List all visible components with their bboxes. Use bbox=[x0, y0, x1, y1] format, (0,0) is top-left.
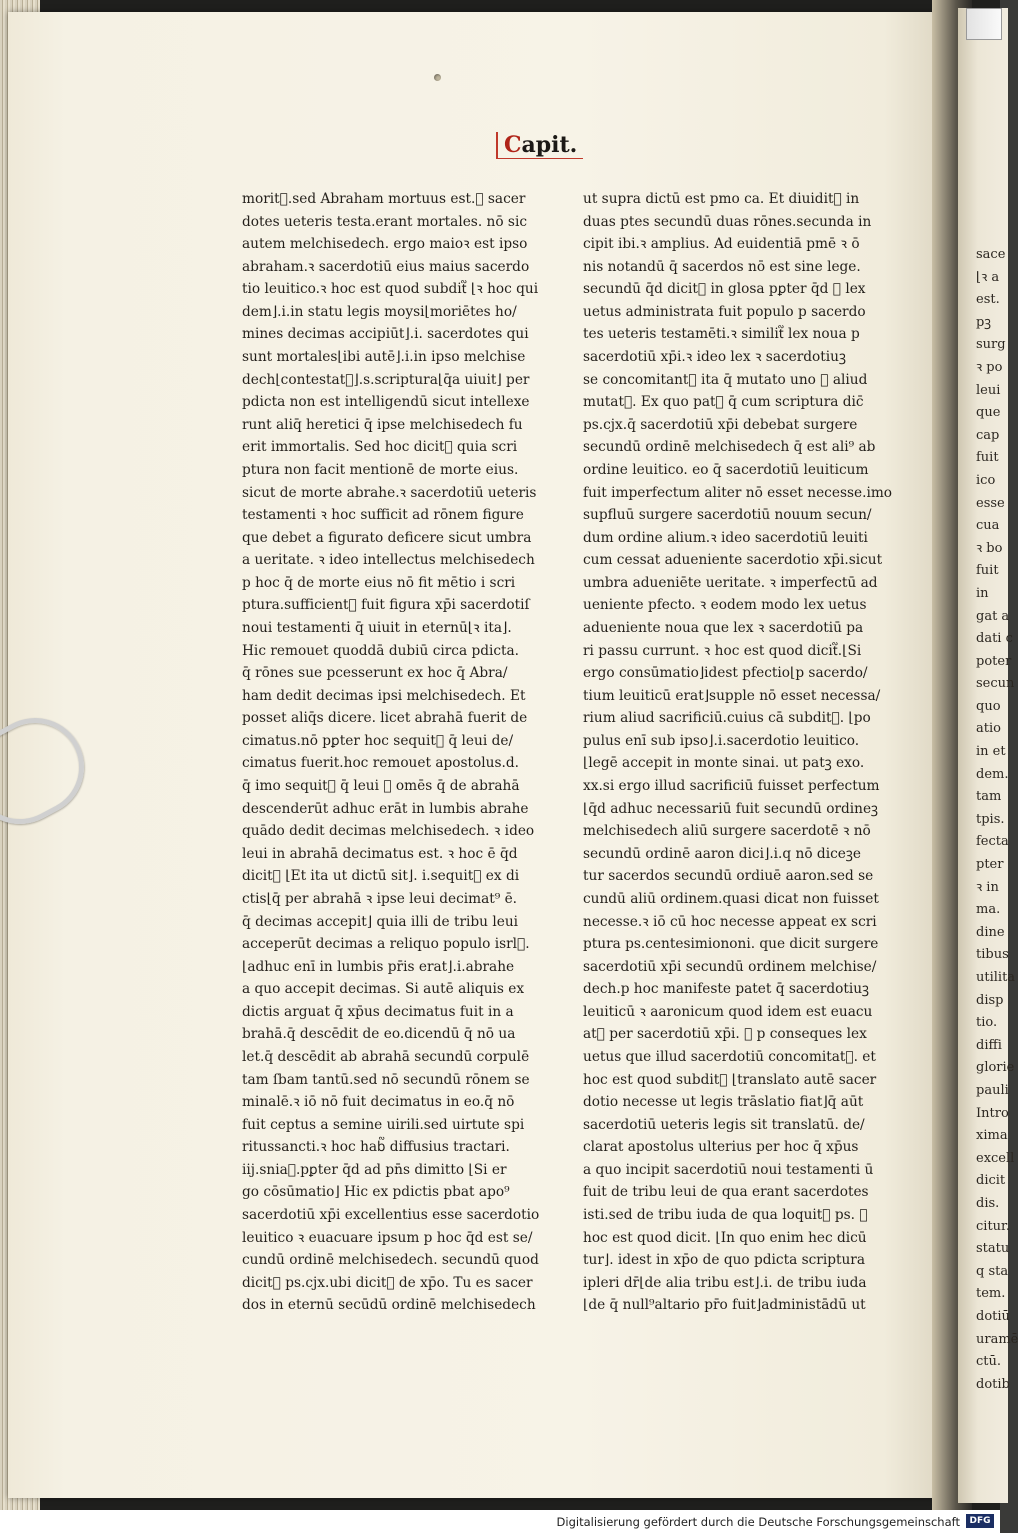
text-line: at᷑ per sacerdotiū xp̄i. ꝛ p conseques lex bbox=[583, 1026, 867, 1043]
next-page-line: Intro bbox=[976, 1105, 1009, 1121]
next-page-line: tio. bbox=[976, 1015, 998, 1031]
digitization-credit-bar bbox=[0, 1510, 1000, 1533]
text-line: uetus que illud sacerdotiū concomitat᷑. et bbox=[583, 1048, 876, 1065]
text-line: dos in eternū secūdū ordinē melchisedech bbox=[242, 1297, 536, 1314]
next-page-line: in bbox=[976, 585, 989, 601]
next-page-line: tam bbox=[976, 789, 1002, 805]
text-line: secundū q̄d dicit᷑ in glosa pꝑter q̄d ꝛ lex bbox=[583, 281, 866, 298]
next-page-line: in et bbox=[976, 744, 1006, 760]
next-page-line: pꝫ bbox=[976, 314, 991, 330]
next-page-line: dati c bbox=[976, 631, 1013, 647]
next-page-line: sace bbox=[976, 247, 1006, 262]
text-line: ⌊q̄d adhuc necessariū fuit secundū ordineꝫ bbox=[583, 800, 879, 817]
next-page-line: dis. bbox=[976, 1195, 1000, 1211]
chapter-heading bbox=[496, 132, 583, 159]
next-page-line: atio bbox=[976, 721, 1001, 737]
text-line: autem melchisedech. ergo maioꝛ est ipso bbox=[242, 236, 528, 253]
text-line: q̄ imo sequit᷑ q̄ leui ꝛ omēs q̄ de abrahā bbox=[242, 778, 520, 795]
text-line: dicit᷑ ps.cjx.ubi dicit᷑ de xp̄o. Tu es sacer bbox=[242, 1274, 533, 1291]
text-line: tio leuitico.ꝛ hoc est quod subdit᷑ ⌊ꝛ hoc qui bbox=[242, 281, 539, 298]
text-line: rium aliud sacrificiū.cuius cā subdit᷑. ⌊po bbox=[583, 710, 871, 727]
text-line: erit immortalis. Sed hoc dicit᷑ quia scri bbox=[242, 439, 518, 456]
next-page-line: leui bbox=[976, 382, 1001, 398]
text-line: ctis⌊q̄ per abrahā ꝛ ipse leui decimat⁹ ē. bbox=[242, 890, 518, 907]
text-line: mutat᷑. Ex quo patꝫ q̄ cum scriptura dic̄ bbox=[583, 394, 864, 411]
next-page-line: tpis. bbox=[976, 811, 1005, 827]
text-line: noui testamenti q̄ uiuit in eternū⌊ꝛ ita⌋. bbox=[242, 619, 512, 636]
text-line: clarat apostolus ulterius per hoc q̄ xp̄us bbox=[583, 1139, 859, 1156]
text-line: testamenti ꝛ hoc sufficit ad rōnem figure bbox=[242, 507, 524, 524]
text-line: let.q̄ descēdit ab abrahā secundū corpulē bbox=[242, 1048, 530, 1065]
text-line: cum cessat adueniente sacerdotio xp̄i.sicut bbox=[583, 552, 883, 569]
text-line: secundū ordinē melchisedech q̄ est ali⁹ ab bbox=[583, 439, 876, 456]
text-line: acceperūt decimas a reliquo populo isrl᷑. bbox=[242, 936, 530, 953]
next-page-line: que bbox=[976, 405, 1001, 421]
next-page-line: fuit bbox=[976, 450, 999, 466]
next-page-line: glorie bbox=[976, 1060, 1015, 1076]
next-page-line: quo bbox=[976, 698, 1001, 714]
next-page bbox=[958, 8, 1018, 1503]
text-line: sunt mortales⌊ibi autē⌋.i.in ipso melchise bbox=[242, 349, 526, 366]
text-line: go cōsūmatio⌋ Hic ex pdictis pbat apo⁹ bbox=[242, 1184, 510, 1201]
text-line: Hic remouet quoddā dubiū circa pdicta. bbox=[242, 642, 520, 659]
next-page-line: xima bbox=[976, 1128, 1008, 1144]
text-line: ergo consūmatio⌋idest pfectio⌊p sacerdo/ bbox=[583, 665, 868, 682]
text-line: q̄ rōnes sue pcesserunt ex hoc q̄ Abra/ bbox=[242, 665, 508, 682]
text-line: descenderūt adhuc erāt in lumbis abrahe bbox=[242, 800, 529, 817]
text-line: cimatus.nō pꝑter hoc sequit᷑ q̄ leui de/ bbox=[242, 732, 514, 749]
text-line: ordine leuitico. eo q̄ sacerdotiū leuiticum bbox=[583, 461, 869, 478]
text-line: ut supra dictū est pmo ca. Et diuidit᷑ in bbox=[583, 191, 860, 207]
text-line: adueniente noua que lex ꝛ sacerdotiū pa bbox=[583, 619, 864, 636]
punch-hole bbox=[434, 74, 441, 81]
next-page-line: fuit bbox=[976, 563, 999, 579]
digitization-credit: Digitalisierung gefördert durch die Deutsche Forschungsgemeinschaft bbox=[556, 1515, 960, 1529]
text-line: nis notandū q̄ sacerdos nō est sine lege. bbox=[583, 258, 861, 275]
text-line: abraham.ꝛ sacerdotiū eius maius sacerdo bbox=[242, 258, 530, 275]
next-page-line: ico bbox=[976, 472, 996, 488]
text-line: ⌊legē accepit in monte sinai. ut patꝫ exo. bbox=[583, 755, 865, 772]
next-page-line: ꝛ bo bbox=[976, 540, 1003, 556]
text-line: ri passu currunt. ꝛ hoc est quod dicit᷑.⌊Si bbox=[583, 642, 862, 659]
dfg-logo: DFG bbox=[966, 1514, 994, 1528]
text-line: morit᷑.sed Abraham mortuus est.ꝛ sacer bbox=[242, 191, 526, 207]
text-line: supfluū surgere sacerdotiū nouum secun/ bbox=[583, 507, 872, 524]
next-page-line: pter bbox=[976, 857, 1004, 873]
text-line: minalē.ꝛ iō nō fuit decimatus in eo.q̄ nō bbox=[242, 1094, 515, 1111]
text-line: se concomitant᷑ ita q̄ mutato uno ꝛ aliud bbox=[583, 371, 868, 388]
next-page-line: dicit bbox=[976, 1173, 1006, 1189]
next-page-line: tem. bbox=[976, 1286, 1006, 1302]
text-line: cundū aliū ordinem.quasi dicat non fuisset bbox=[583, 890, 879, 907]
next-page-line: dem. bbox=[976, 766, 1009, 782]
text-line: cimatus fuerit.hoc remouet apostolus.d. bbox=[242, 755, 519, 772]
next-page-line: citur. bbox=[976, 1218, 1010, 1234]
text-line: dech⌊contestat᷑⌋.s.scriptura⌊q̄a uiuit⌋ per bbox=[242, 371, 530, 388]
next-page-line: secun bbox=[976, 676, 1015, 692]
color-calibration-strip bbox=[966, 8, 1002, 40]
next-page-line: cap bbox=[976, 427, 1000, 443]
text-line: tes ueteris testamēti.ꝛ similit᷑ lex noua p bbox=[583, 326, 860, 343]
next-page-line: dotib bbox=[976, 1376, 1010, 1392]
text-line: a quo incipit sacerdotiū noui testamenti ū bbox=[583, 1161, 874, 1178]
next-page-line: fecta bbox=[976, 834, 1009, 850]
next-page-line: disp bbox=[976, 992, 1004, 1008]
next-page-line: excell bbox=[976, 1150, 1015, 1166]
text-line: melchisedech aliū surgere sacerdotē ꝛ nō bbox=[583, 823, 871, 840]
text-line: dum ordine alium.ꝛ ideo sacerdotiū leuiti bbox=[583, 529, 868, 546]
next-page-line: diffi bbox=[976, 1037, 1002, 1053]
text-line: xx.si ergo illud sacrificiū fuisset perfectum bbox=[583, 778, 880, 795]
heading-rest: apit. bbox=[521, 132, 578, 158]
text-line: ptura non facit mentionē de morte eius. bbox=[242, 461, 519, 478]
text-line: sacerdotiū xp̄i excellentius esse sacerdotio bbox=[242, 1207, 540, 1224]
text-line: ⌊adhuc enī in lumbis pr̄is erat⌋.i.abrahe bbox=[242, 958, 515, 975]
text-line: p hoc q̄ de morte eius nō fit mētio i scri bbox=[242, 574, 516, 591]
next-page-line: est. bbox=[976, 292, 1000, 308]
next-page-line: poter bbox=[976, 653, 1012, 669]
next-page-line: cua bbox=[976, 518, 1000, 534]
text-line: sicut de morte abrahe.ꝛ sacerdotiū ueteris bbox=[242, 484, 537, 501]
next-page-text bbox=[976, 244, 1016, 1396]
next-page-line: dotiū bbox=[976, 1308, 1010, 1324]
text-line: posset aliq̄s dicere. licet abrahā fuerit de bbox=[242, 710, 528, 727]
text-line: duas ptes secundū duas rōnes.secunda in bbox=[583, 213, 872, 230]
text-line: sacerdotiū xp̄i secundū ordinem melchise/ bbox=[583, 958, 877, 975]
text-line: a ueritate. ꝛ ideo intellectus melchisedech bbox=[242, 552, 535, 569]
right-text-column bbox=[583, 188, 893, 1317]
text-line: ps.cjx.q̄ sacerdotiū xp̄i debebat surgere bbox=[583, 416, 858, 433]
text-line: dech.p hoc manifeste patet q̄ sacerdotiuꝫ bbox=[583, 981, 870, 998]
text-line: runt aliq̄ heretici q̄ ipse melchisedech fu bbox=[242, 416, 523, 433]
next-page-line: statu bbox=[976, 1241, 1010, 1257]
text-line: brahā.q̄ descēdit de eo.dicendū q̄ nō ua bbox=[242, 1026, 516, 1043]
heading-initial: C bbox=[504, 132, 522, 158]
text-line: cipit ibi.ꝛ amplius. Ad euidentiā pmē ꝛ ō bbox=[583, 236, 860, 253]
text-line: pulus enī sub ipso⌋.i.sacerdotio leuitico. bbox=[583, 732, 860, 749]
next-page-line: uramē bbox=[976, 1331, 1018, 1347]
next-page-line: esse bbox=[976, 495, 1005, 511]
next-page-line: gat a bbox=[976, 608, 1010, 624]
next-page-line: ma. bbox=[976, 902, 1001, 918]
text-line: que debet a figurato deficere sicut umbra bbox=[242, 529, 532, 546]
left-text-column bbox=[242, 188, 540, 1317]
text-line: ⌊de q̄ null⁹altario pr̄o fuit⌋administādū ut bbox=[583, 1297, 866, 1314]
next-page-line: pauli bbox=[976, 1082, 1009, 1098]
text-line: fuit ceptus a semine uirili.sed uirtute spi bbox=[242, 1116, 525, 1133]
text-line: mines decimas accipiūt⌋.i. sacerdotes qui bbox=[242, 326, 529, 343]
text-line: ptura ps.centesimiononi. que dicit surgere bbox=[583, 936, 879, 953]
text-line: uetus administrata fuit populo p sacerdo bbox=[583, 303, 866, 320]
next-page-line: q sta bbox=[976, 1263, 1009, 1279]
next-page-line: ctū. bbox=[976, 1354, 1002, 1370]
text-line: dotes ueteris testa.erant mortales. nō sic bbox=[242, 213, 527, 230]
text-line: tur⌋. idest in xp̄o de quo pdicta scriptura bbox=[583, 1252, 865, 1269]
text-line: dictis arguat q̄ xp̄us decimatus fuit in a bbox=[242, 1003, 514, 1020]
text-line: hoc est quod dicit. ⌊In quo enim hec dicū bbox=[583, 1229, 867, 1246]
next-page-line: surg bbox=[976, 337, 1006, 353]
text-line: tam ſbam tantū.sed nō secundū rōnem se bbox=[242, 1071, 530, 1088]
text-line: dicit᷑ ⌊Et ita ut dictū sit⌋. i.sequit᷑ ex di bbox=[242, 868, 520, 885]
text-line: dem⌋.i.in statu legis moysi⌊moriētes ho/ bbox=[242, 303, 517, 320]
text-line: isti.sed de tribu iuda de qua loquit᷑ ps. ꝛ bbox=[583, 1207, 868, 1224]
text-line: fuit de tribu leui de qua erant sacerdotes bbox=[583, 1184, 869, 1201]
next-page-line: utilita bbox=[976, 970, 1016, 985]
text-line: cundū ordinē melchisedech. secundū quod bbox=[242, 1252, 539, 1269]
text-line: a quo accepit decimas. Si autē aliquis ex bbox=[242, 981, 525, 998]
text-line: ham dedit decimas ipsi melchisedech. Et bbox=[242, 687, 526, 704]
text-line: necesse.ꝛ iō cū hoc necesse appeat ex scri bbox=[583, 913, 877, 930]
text-line: hoc est quod subdit᷑ ⌊translato autē sacer bbox=[583, 1071, 877, 1088]
text-line: sacerdotiū xp̄i.ꝛ ideo lex ꝛ sacerdotiuꝫ bbox=[583, 349, 846, 366]
text-line: ritussancti.ꝛ hoc hab᷑ diffusius tractari. bbox=[242, 1139, 510, 1156]
text-line: fuit imperfectum aliter nō esset necesse.imo bbox=[583, 484, 893, 501]
text-line: dotio necesse ut legis trāslatio fiat⌋q̄ aūt bbox=[583, 1094, 864, 1111]
text-line: q̄ decimas accepit⌋ quia illi de tribu leui bbox=[242, 913, 519, 930]
text-line: leuiticū ꝛ aaronicum quod idem est euacu bbox=[583, 1003, 873, 1020]
next-page-line: tibus bbox=[976, 947, 1009, 963]
text-line: secundū ordinē aaron dici⌋.i.q nō diceꝫe bbox=[583, 845, 861, 862]
next-page-line: dine bbox=[976, 924, 1005, 940]
text-line: sacerdotiū ueteris legis sit translatū. de/ bbox=[583, 1116, 865, 1133]
text-line: ueniente pfecto. ꝛ eodem modo lex uetus bbox=[583, 597, 867, 614]
next-page-line: ⌊ꝛ a bbox=[976, 269, 1000, 285]
text-line: leuitico ꝛ euacuare ipsum p hoc q̄d est se/ bbox=[242, 1229, 533, 1246]
text-line: tium leuiticū erat⌋supple nō esset necessa/ bbox=[583, 687, 881, 704]
next-page-line: ꝛ po bbox=[976, 359, 1003, 375]
text-line: quādo dedit decimas melchisedech. ꝛ ideo bbox=[242, 823, 535, 840]
text-line: ptura.sufficient᷑ fuit figura xp̄i sacerdotiſ bbox=[242, 597, 530, 614]
text-line: ipleri dr̄⌊de alia tribu est⌋.i. de tribu iuda bbox=[583, 1274, 867, 1291]
text-line: tur sacerdos secundū ordiuē aaron.sed se bbox=[583, 868, 874, 885]
text-line: leui in abrahā decimatus est. ꝛ hoc ē q̄d bbox=[242, 845, 518, 862]
text-line: pdicta non est intelligendū sicut intellexe bbox=[242, 394, 530, 411]
next-page-line: ꝛ in bbox=[976, 879, 999, 895]
text-line: iij.snia᷑.pꝑter q̄d ad pn̄s dimitto ⌊Si er bbox=[242, 1161, 507, 1178]
text-line: umbra adueniēte ueritate. ꝛ imperfectū ad bbox=[583, 574, 878, 591]
